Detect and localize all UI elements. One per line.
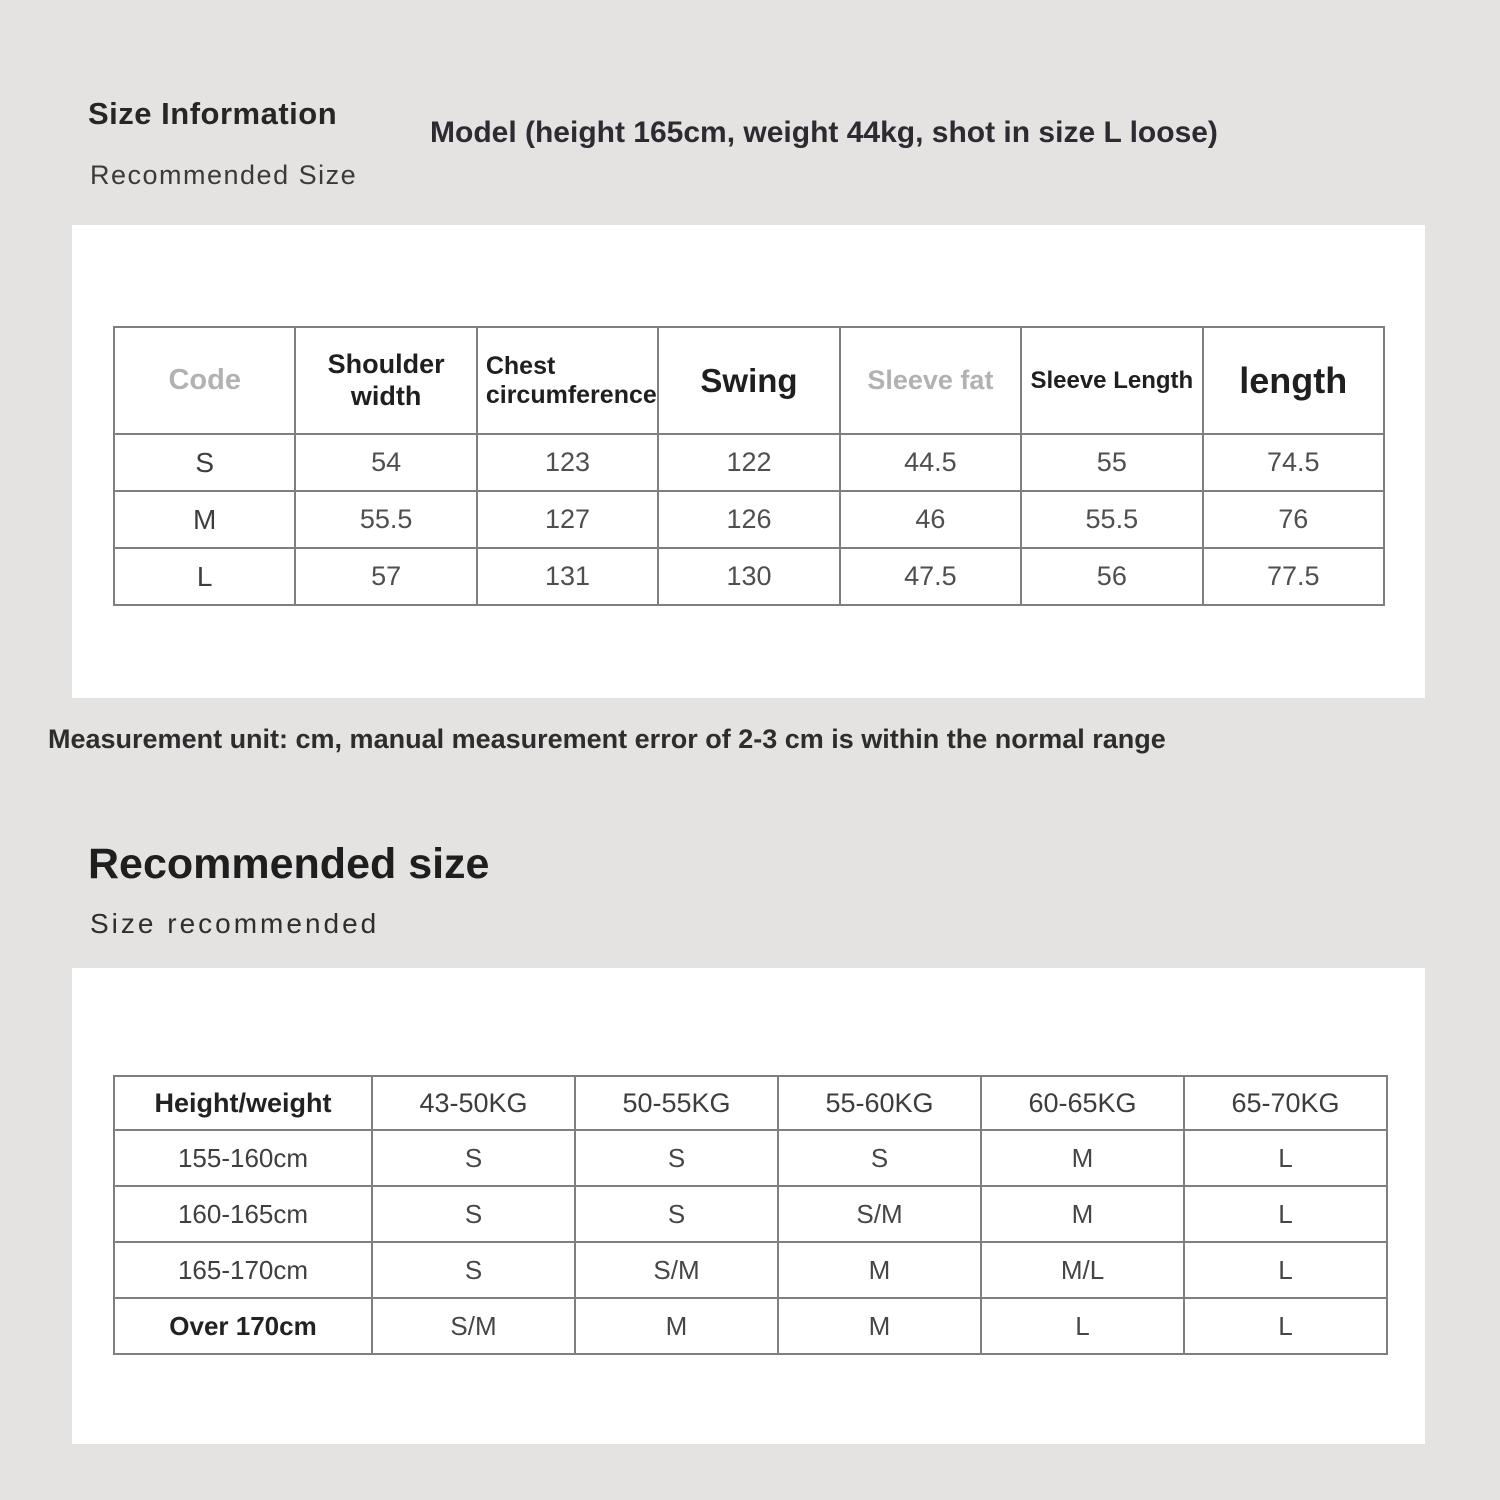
size-value-cell: 46	[840, 491, 1021, 548]
size-value-cell: 55.5	[1021, 491, 1202, 548]
size-table-header	[114, 327, 1384, 434]
size-information-title: Size Information	[88, 96, 338, 131]
size-value-cell: 74.5	[1203, 434, 1384, 491]
recommend-size-cell: S	[575, 1130, 778, 1186]
recommend-size-cell: S	[372, 1242, 575, 1298]
size-column-header: Sleeve Length	[1021, 327, 1202, 434]
recommend-table-row	[114, 1186, 1387, 1242]
size-column-header: Shoulder width	[295, 327, 476, 434]
size-value-cell: 57	[295, 548, 476, 605]
size-column-header: Code	[114, 327, 295, 434]
size-value-cell: 130	[658, 548, 839, 605]
recommend-column-header: 60-65KG	[981, 1076, 1184, 1130]
recommend-size-cell: S	[575, 1186, 778, 1242]
size-value-cell: 123	[477, 434, 658, 491]
recommend-column-header: 50-55KG	[575, 1076, 778, 1130]
size-column-header: Chest circumference	[477, 327, 658, 434]
recommend-size-cell: L	[1184, 1130, 1387, 1186]
recommend-table-row	[114, 1130, 1387, 1186]
recommend-size-cell: S/M	[575, 1242, 778, 1298]
recommend-table-header	[114, 1076, 1387, 1130]
size-table-row	[114, 434, 1384, 491]
recommend-size-cell: M	[778, 1242, 981, 1298]
recommend-size-cell: M	[575, 1298, 778, 1354]
recommend-size-cell: S/M	[778, 1186, 981, 1242]
recommend-size-cell: L	[1184, 1298, 1387, 1354]
size-table-row	[114, 548, 1384, 605]
size-column-header: Sleeve fat	[840, 327, 1021, 434]
size-table	[113, 326, 1385, 606]
model-note: Model (height 165cm, weight 44kg, shot in size L loose)	[430, 116, 1218, 149]
recommend-table-body	[114, 1130, 1387, 1354]
recommend-size-cell: M	[778, 1298, 981, 1354]
recommend-size-cell: S	[372, 1130, 575, 1186]
recommend-table	[113, 1075, 1388, 1355]
size-table-row	[114, 491, 1384, 548]
size-value-cell: 55	[1021, 434, 1202, 491]
size-value-cell: 47.5	[840, 548, 1021, 605]
recommend-table-row	[114, 1298, 1387, 1354]
size-value-cell: 127	[477, 491, 658, 548]
recommend-column-header: 43-50KG	[372, 1076, 575, 1130]
size-column-header: length	[1203, 327, 1384, 434]
recommend-size-cell: M	[981, 1130, 1184, 1186]
recommend-size-cell: L	[981, 1298, 1184, 1354]
size-value-cell: 131	[477, 548, 658, 605]
recommend-table-card	[72, 968, 1425, 1444]
size-value-cell: 44.5	[840, 434, 1021, 491]
size-code-cell: S	[114, 434, 295, 491]
size-table-body	[114, 434, 1384, 605]
recommended-size-subtitle: Recommended Size	[90, 160, 358, 190]
height-range-cell: 165-170cm	[114, 1242, 372, 1298]
height-range-cell: 160-165cm	[114, 1186, 372, 1242]
measurement-note: Measurement unit: cm, manual measurement error of 2-3 cm is within the normal range	[48, 724, 1166, 754]
size-value-cell: 54	[295, 434, 476, 491]
size-recommended-subtitle: Size recommended	[90, 908, 380, 939]
recommend-size-cell: S	[372, 1186, 575, 1242]
size-column-header: Swing	[658, 327, 839, 434]
recommend-size-cell: S/M	[372, 1298, 575, 1354]
height-range-cell: Over 170cm	[114, 1298, 372, 1354]
size-value-cell: 76	[1203, 491, 1384, 548]
recommend-column-header: 55-60KG	[778, 1076, 981, 1130]
recommend-size-cell: M	[981, 1186, 1184, 1242]
size-table-card	[72, 225, 1425, 698]
size-value-cell: 77.5	[1203, 548, 1384, 605]
recommend-table-row	[114, 1242, 1387, 1298]
height-range-cell: 155-160cm	[114, 1130, 372, 1186]
recommended-size-title: Recommended size	[88, 840, 490, 888]
recommend-size-cell: M/L	[981, 1242, 1184, 1298]
size-value-cell: 56	[1021, 548, 1202, 605]
recommend-size-cell: S	[778, 1130, 981, 1186]
recommend-size-cell: L	[1184, 1242, 1387, 1298]
recommend-column-header: Height/weight	[114, 1076, 372, 1130]
size-code-cell: M	[114, 491, 295, 548]
recommend-column-header: 65-70KG	[1184, 1076, 1387, 1130]
recommend-size-cell: L	[1184, 1186, 1387, 1242]
size-value-cell: 55.5	[295, 491, 476, 548]
size-value-cell: 126	[658, 491, 839, 548]
size-code-cell: L	[114, 548, 295, 605]
size-value-cell: 122	[658, 434, 839, 491]
